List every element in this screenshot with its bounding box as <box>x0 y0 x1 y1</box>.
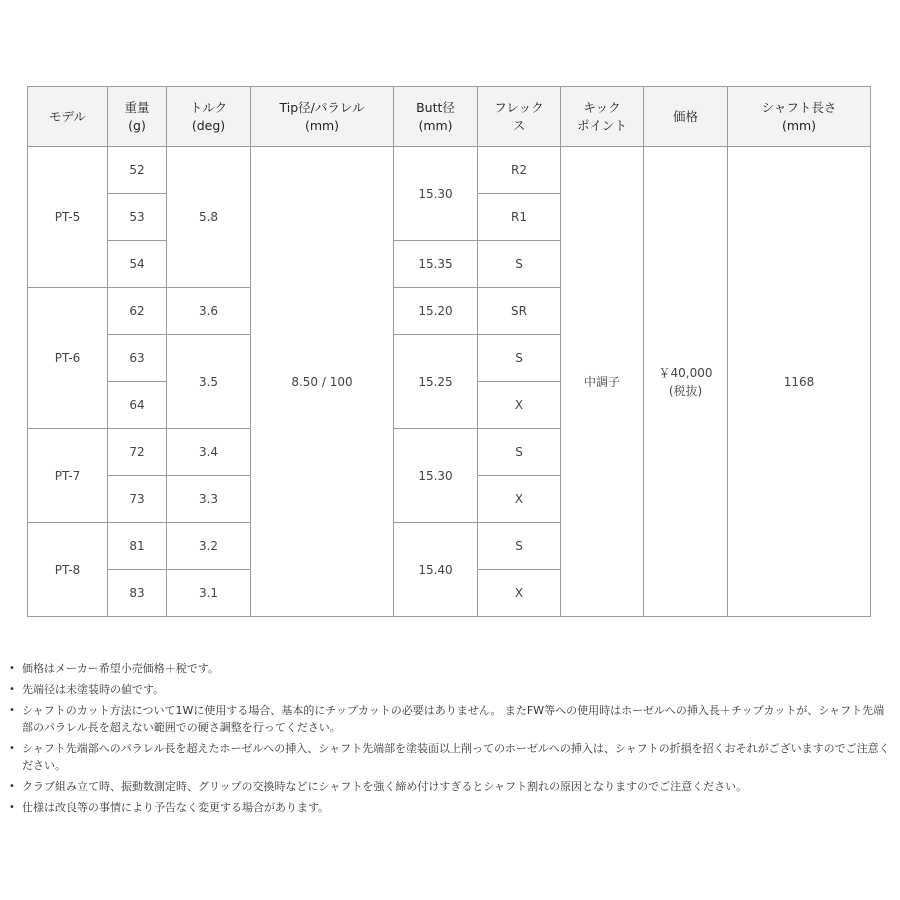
flex-cell: S <box>478 335 561 382</box>
header-weight: 重量 (g) <box>108 87 167 147</box>
header-row <box>28 87 871 147</box>
tip-parallel-cell: 8.50 / 100 <box>251 147 394 617</box>
weight-cell: 72 <box>108 429 167 476</box>
weight-cell: 53 <box>108 194 167 241</box>
flex-cell: X <box>478 476 561 523</box>
note-item <box>8 660 892 677</box>
price-tax-note: (税抜) <box>668 383 703 398</box>
bullet-icon: • <box>9 684 15 695</box>
torque-cell: 3.5 <box>167 335 251 429</box>
weight-cell: 83 <box>108 570 167 617</box>
butt-cell: 15.25 <box>394 335 478 429</box>
butt-cell: 15.30 <box>394 429 478 523</box>
flex-cell: SR <box>478 288 561 335</box>
weight-cell: 52 <box>108 147 167 194</box>
butt-cell: 15.30 <box>394 147 478 241</box>
butt-cell: 15.20 <box>394 288 478 335</box>
torque-cell: 3.1 <box>167 570 251 617</box>
price-value: ￥40,000 <box>658 365 713 380</box>
torque-cell: 3.6 <box>167 288 251 335</box>
model-cell: PT-6 <box>28 288 108 429</box>
torque-cell: 3.2 <box>167 523 251 570</box>
header-model: モデル <box>28 87 108 147</box>
bullet-icon: • <box>9 663 15 674</box>
flex-cell: S <box>478 523 561 570</box>
bullet-icon: • <box>9 743 15 754</box>
weight-cell: 62 <box>108 288 167 335</box>
note-text: シャフトのカット方法について1Wに使用する場合、基本的にチップカットの必要はありません。 またFW等への使用時はホーゼルへの挿入長＋チップカットが、シャフト先端部のパラレル長を超えない範囲での硬さ調整を行ってください。 <box>22 704 885 734</box>
torque-cell: 3.4 <box>167 429 251 476</box>
note-item <box>8 799 892 816</box>
header-tip-parallel: Tip径/パラレル (mm) <box>251 87 394 147</box>
bullet-icon: • <box>9 802 15 813</box>
note-item <box>8 778 892 795</box>
header-length: シャフト長さ (mm) <box>728 87 871 147</box>
bullet-icon: • <box>9 781 15 792</box>
torque-cell: 3.3 <box>167 476 251 523</box>
note-text: 先端径は未塗装時の値です。 <box>22 683 165 696</box>
bullet-icon: • <box>9 705 15 716</box>
header-butt: Butt径 (mm) <box>394 87 478 147</box>
header-price: 価格 <box>644 87 728 147</box>
weight-cell: 81 <box>108 523 167 570</box>
note-text: 価格はメーカー希望小売価格＋税です。 <box>22 662 219 675</box>
butt-cell: 15.35 <box>394 241 478 288</box>
weight-cell: 63 <box>108 335 167 382</box>
flex-cell: S <box>478 241 561 288</box>
notes-list <box>8 660 892 820</box>
flex-cell: S <box>478 429 561 476</box>
header-torque: トルク (deg) <box>167 87 251 147</box>
note-item <box>8 740 892 774</box>
flex-cell: R1 <box>478 194 561 241</box>
note-text: クラブ組み立て時、振動数測定時、グリップの交換時などにシャフトを強く締め付けすぎるとシャフト割れの原因となりますのでご注意ください。 <box>22 780 748 793</box>
weight-cell: 54 <box>108 241 167 288</box>
butt-cell: 15.40 <box>394 523 478 617</box>
note-text: シャフト先端部へのパラレル長を超えたホーゼルへの挿入、シャフト先端部を塗装面以上削ってのホーゼルへの挿入は、シャフトの折損を招くおそれがございますのでご注意ください。 <box>22 742 890 772</box>
note-item <box>8 702 892 736</box>
torque-cell: 5.8 <box>167 147 251 288</box>
table-row <box>28 147 871 194</box>
flex-cell: X <box>478 382 561 429</box>
flex-cell: X <box>478 570 561 617</box>
model-cell: PT-7 <box>28 429 108 523</box>
model-cell: PT-5 <box>28 147 108 288</box>
price-cell <box>644 147 728 617</box>
kick-point-cell: 中調子 <box>561 147 644 617</box>
note-item <box>8 681 892 698</box>
length-cell: 1168 <box>728 147 871 617</box>
weight-cell: 73 <box>108 476 167 523</box>
shaft-spec-table <box>27 86 871 617</box>
note-text: 仕様は改良等の事情により予告なく変更する場合があります。 <box>22 801 330 814</box>
header-kick-point: キック ポイント <box>561 87 644 147</box>
weight-cell: 64 <box>108 382 167 429</box>
header-flex: フレック ス <box>478 87 561 147</box>
flex-cell: R2 <box>478 147 561 194</box>
model-cell: PT-8 <box>28 523 108 617</box>
